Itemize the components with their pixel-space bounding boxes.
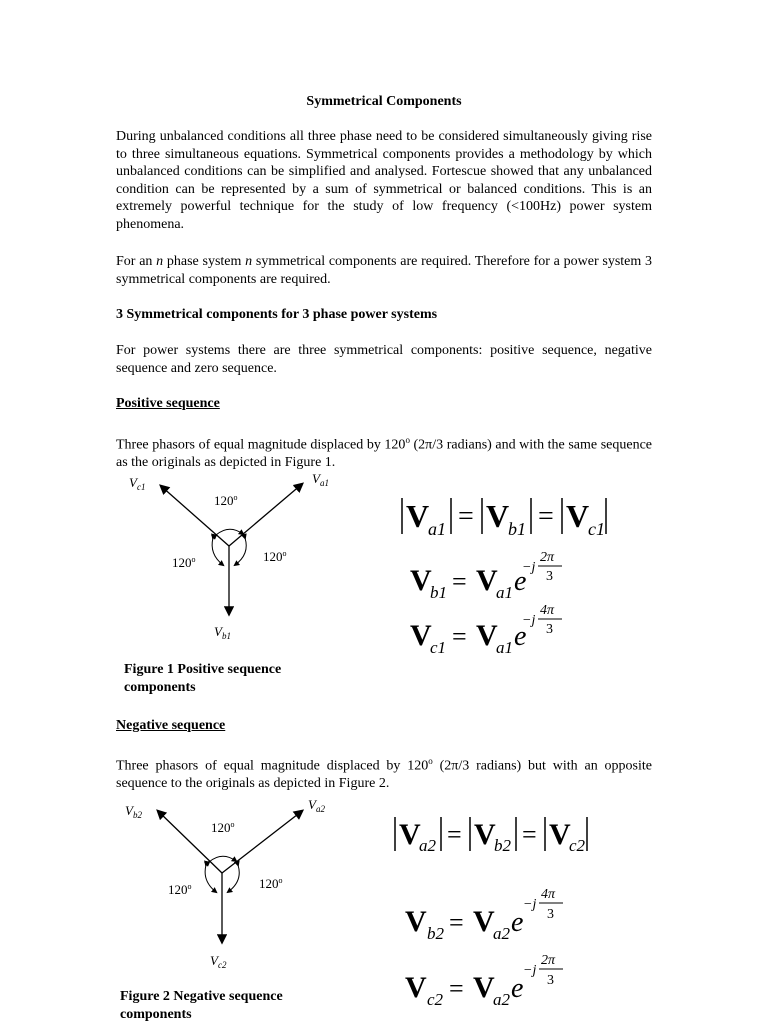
svg-text:=: = <box>449 974 464 1003</box>
label-vb2: $V_{b2}$ <box>125 803 142 820</box>
label-vc2: $V_{c2}$ <box>210 953 227 970</box>
angle-arc-left <box>205 865 216 892</box>
svg-text:V: V <box>399 818 421 851</box>
svg-text:e: e <box>514 621 527 652</box>
label-va1: $V_{a1}$ <box>312 471 329 488</box>
figure-2-phasor-diagram <box>110 795 360 975</box>
svg-text:4π: 4π <box>541 887 556 902</box>
phasor-va1 <box>229 484 302 546</box>
label-vc1: $V_{c1}$ <box>129 475 146 492</box>
angle-arc-right <box>228 865 239 892</box>
svg-text:=: = <box>538 501 554 532</box>
svg-text:c2: c2 <box>569 836 586 855</box>
svg-text:a2: a2 <box>493 924 510 943</box>
svg-text:3: 3 <box>546 622 553 637</box>
svg-text:=: = <box>452 622 467 651</box>
svg-text:2π: 2π <box>540 550 555 565</box>
negative-sequence-heading: Negative sequence <box>116 718 226 733</box>
svg-text:V: V <box>476 619 498 652</box>
svg-text:e: e <box>514 566 527 597</box>
svg-text:V: V <box>549 818 571 851</box>
svg-text:a2: a2 <box>493 990 510 1009</box>
svg-text:3: 3 <box>546 569 553 584</box>
svg-text:2π: 2π <box>541 953 556 968</box>
angle-arc-top <box>209 856 236 862</box>
svg-text:3: 3 <box>547 973 554 988</box>
three-components-paragraph: For power systems there are three symmetrical components: positive sequence, negative sequence and zero sequence. <box>116 343 652 376</box>
svg-text:e: e <box>511 973 524 1004</box>
page-title: Symmetrical Components <box>306 94 462 109</box>
svg-text:V: V <box>476 564 498 597</box>
intro-paragraph: During unbalanced conditions all three phase need to be considered simultaneously giving rise to three simultaneous equations. Symmetrical components provides a methodology by which unbalanced conditions can be simplified and analysed. Fortescue showed that any unbalanced condition can be represented by a sum of symmetrical or balanced conditions. This is an extremely powerful technique for the study of low frequency (<100Hz) power system phenomena. <box>116 129 652 232</box>
svg-text:=: = <box>449 908 464 937</box>
svg-text:3: 3 <box>547 907 554 922</box>
svg-text:b1: b1 <box>508 519 526 539</box>
svg-text:−j: −j <box>523 963 537 978</box>
svg-text:V: V <box>473 905 495 938</box>
angle-arc-right <box>235 538 246 565</box>
svg-text:c1: c1 <box>430 638 447 657</box>
svg-text:V: V <box>474 818 496 851</box>
section-heading-3-components: 3 Symmetrical components for 3 phase power systems <box>116 307 438 322</box>
angle-label-left: 120$^o$ <box>172 555 196 570</box>
svg-text:V: V <box>410 564 432 597</box>
svg-text:V: V <box>405 905 427 938</box>
negative-sequence-equations <box>385 805 625 1015</box>
angle-label-right: 120$^o$ <box>259 876 283 891</box>
svg-text:a2: a2 <box>419 836 436 855</box>
svg-text:4π: 4π <box>540 603 555 618</box>
angle-arc-left <box>212 538 223 565</box>
svg-text:−j: −j <box>523 897 537 912</box>
svg-text:V: V <box>486 498 510 534</box>
positive-sequence-paragraph: Three phasors of equal magnitude displaced by 120$^o$ (2π/3 radians) and with the same sequence as the originals as depicted in Figure 1. <box>116 435 652 471</box>
angle-label-top: 120$^o$ <box>214 493 238 508</box>
svg-text:V: V <box>405 971 427 1004</box>
svg-text:a1: a1 <box>428 519 446 539</box>
svg-text:a1: a1 <box>496 638 513 657</box>
figure-2-caption: Figure 2 Negative sequence components <box>120 989 283 1022</box>
svg-text:=: = <box>522 820 537 849</box>
svg-text:c2: c2 <box>427 990 444 1009</box>
svg-text:a1: a1 <box>496 583 513 602</box>
svg-text:−j: −j <box>522 560 536 575</box>
svg-text:=: = <box>458 501 474 532</box>
svg-text:b1: b1 <box>430 583 447 602</box>
positive-sequence-equations <box>390 480 630 665</box>
label-va2: $V_{a2}$ <box>308 797 325 814</box>
n-phase-paragraph: For an n phase system n symmetrical components are required. Therefore for a power system 3 symmetrical components are required. <box>116 254 653 287</box>
angle-arc-top <box>216 529 243 535</box>
svg-text:b2: b2 <box>494 836 511 855</box>
svg-text:V: V <box>473 971 495 1004</box>
svg-text:V: V <box>406 498 430 534</box>
svg-text:b2: b2 <box>427 924 444 943</box>
figure-1-phasor-diagram <box>110 468 360 648</box>
svg-text:=: = <box>447 820 462 849</box>
angle-label-right: 120$^o$ <box>263 549 287 564</box>
svg-text:=: = <box>452 567 467 596</box>
figure-1-caption: Figure 1 Positive sequence components <box>124 662 282 695</box>
angle-label-left: 120$^o$ <box>168 882 192 897</box>
svg-text:c1: c1 <box>588 519 605 539</box>
positive-sequence-heading: Positive sequence <box>116 396 220 411</box>
svg-text:e: e <box>511 907 524 938</box>
svg-text:V: V <box>566 498 590 534</box>
label-vb1: $V_{b1}$ <box>214 624 231 641</box>
angle-label-top: 120$^o$ <box>211 820 235 835</box>
negative-sequence-paragraph: Three phasors of equal magnitude displaced by 120$^o$ (2π/3 radians) but with an opposite sequence to the originals as depicted in Figure 2. <box>116 756 652 792</box>
svg-text:−j: −j <box>522 613 536 628</box>
svg-text:V: V <box>410 619 432 652</box>
